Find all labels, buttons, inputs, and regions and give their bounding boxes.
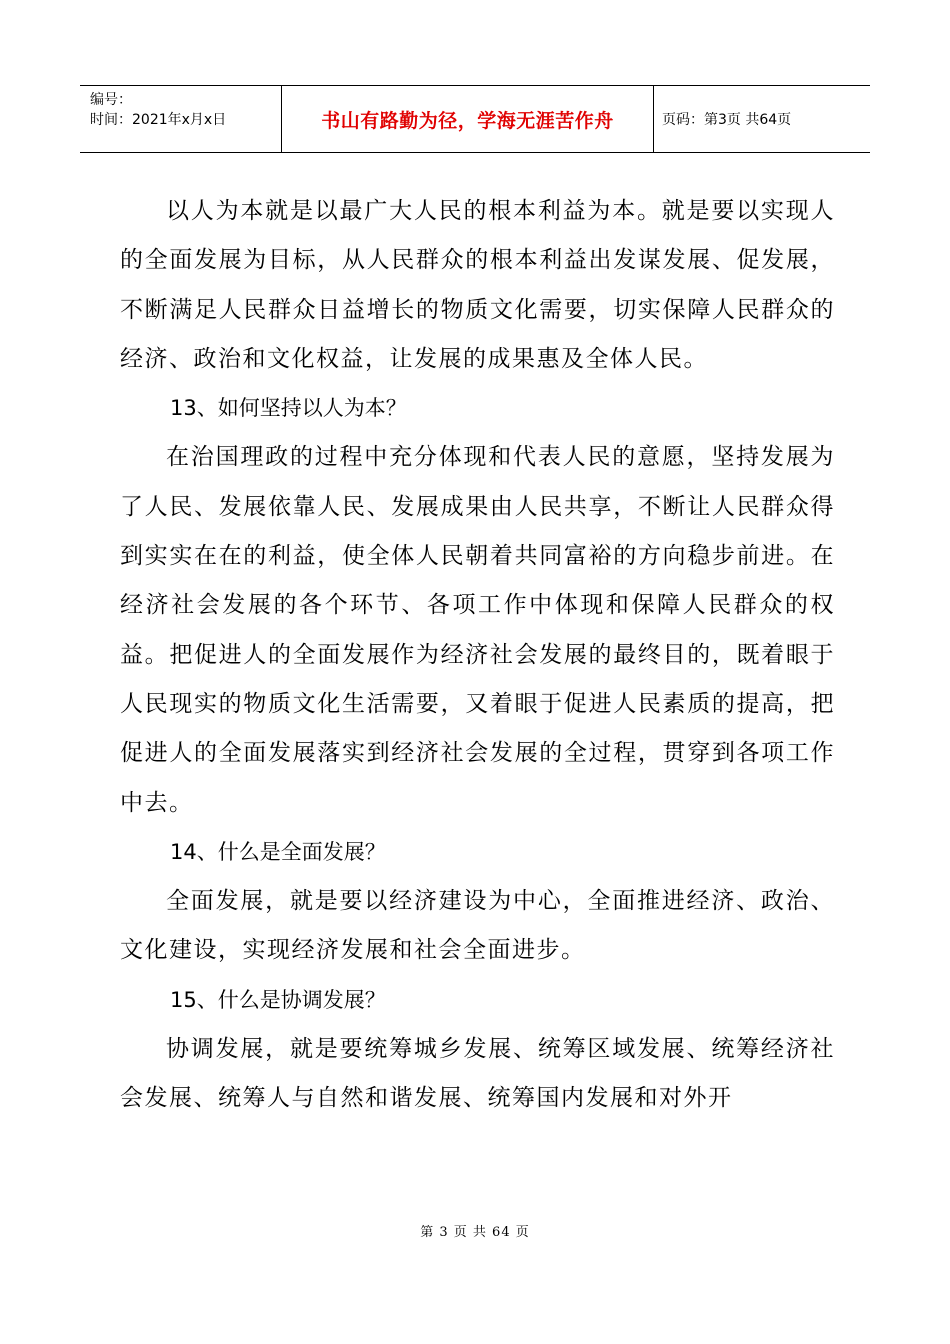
heading-13: 13、如何坚持以人为本？ — [170, 396, 407, 421]
number-label: 编号： — [90, 92, 132, 108]
heading-14: 14、什么是全面发展？ — [170, 839, 386, 864]
paragraph-14: 全面发展，就是要以经济建设为中心，全面推进经济、政治、文化建设，实现经济发展和社会全面进步。 — [120, 888, 835, 964]
paragraph-13: 在治国理政的过程中充分体现和代表人民的意愿，坚持发展为了人民、发展依靠人民、发展成果由人民共享，不断让人民群众得到实实在在的利益，使全体人民朝着共同富裕的方向稳步前进。在经济社会发展的各个环节、各项工作中体现和保障人民群众的权益。把促进人的全面发展作为经济社会发展的最终目的，既着眼于人民现实的物质文化生活需要，又着眼于促进人民素质的提高，把促进人的全面发展落实到经济社会发展的全过程，贯穿到各项工作中去。 — [120, 444, 835, 816]
header-page-info: 页码：第3页 共64页 — [662, 112, 792, 128]
heading-15: 15、什么是协调发展？ — [170, 987, 386, 1012]
page-footer: 第 3 页 共 64 页 — [420, 1225, 530, 1240]
paragraph-intro: 以人为本就是以最广大人民的根本利益为本。就是要以实现人的全面发展为目标，从人民群众的根本利益出发谋发展、促发展，不断满足人民群众日益增长的物质文化需要，切实保障人民群众的经济、政治和文化权益，让发展的成果惠及全体人民。 — [120, 198, 835, 372]
document-body — [120, 187, 835, 1124]
document-header — [80, 85, 870, 153]
header-meta — [80, 86, 282, 152]
date-label: 时间：2021年x月x日 — [90, 112, 227, 128]
header-motto: 书山有路勤为径，学海无涯苦作舟 — [282, 86, 654, 152]
paragraph-15: 协调发展，就是要统筹城乡发展、统筹区域发展、统筹经济社会发展、统筹人与自然和谐发展、统筹国内发展和对外开 — [120, 1036, 835, 1112]
